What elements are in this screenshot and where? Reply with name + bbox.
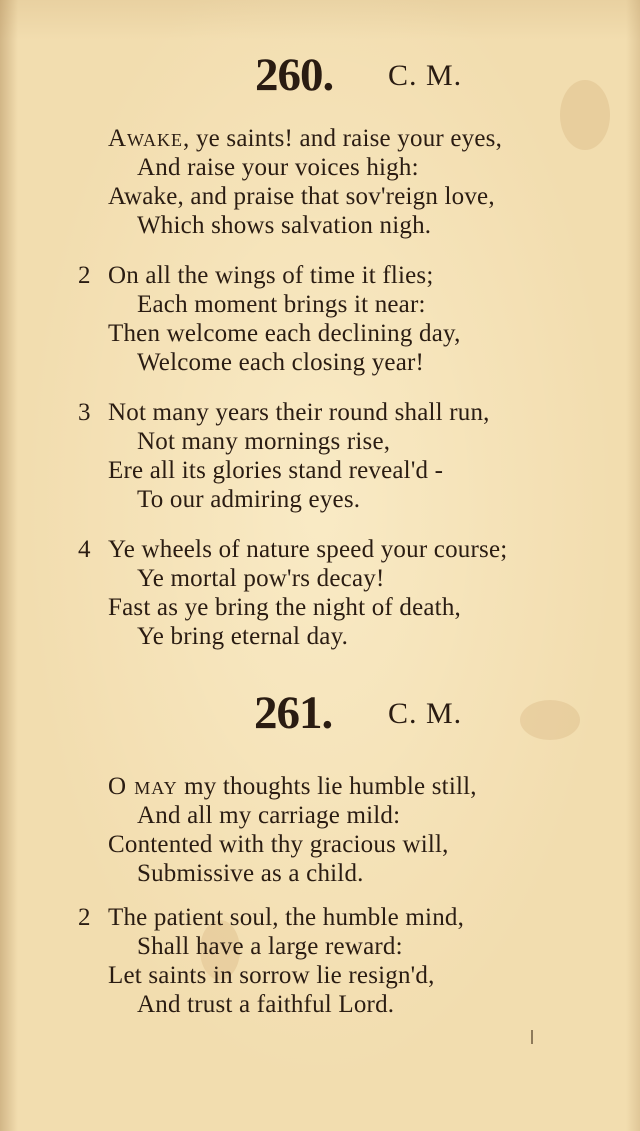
- hymn-meter: C. M.: [388, 59, 463, 92]
- hymn-number: 261.: [254, 687, 333, 739]
- verse-line: And trust a faithful Lord.: [137, 991, 395, 1018]
- hymn-meter: C. M.: [388, 697, 463, 730]
- verse-line: Welcome each closing year!: [137, 349, 425, 376]
- verse-line: Shall have a large reward:: [137, 933, 403, 960]
- verse-line: O may my thoughts lie humble still,: [108, 773, 477, 800]
- verse-opening-word: O may: [108, 773, 178, 800]
- verse-line: Which shows salvation nigh.: [137, 212, 432, 239]
- verse-number: 4: [78, 536, 91, 563]
- verse-line: Ere all its glories stand reveal'd -: [108, 457, 444, 484]
- verse-line: Awake, and praise that sov'reign love,: [108, 183, 495, 210]
- hymn-number: 260.: [255, 49, 334, 101]
- verse-number: 2: [78, 262, 91, 289]
- verse-line: Awake, ye saints! and raise your eyes,: [108, 125, 503, 152]
- verse-line: Not many years their round shall run,: [108, 399, 490, 426]
- verse-line: Fast as ye bring the night of death,: [108, 594, 461, 621]
- verse-line: Contented with thy gracious will,: [108, 831, 449, 858]
- verse-line: Ye wheels of nature speed your course;: [108, 536, 508, 563]
- verse-line: Then welcome each declining day,: [108, 320, 461, 347]
- hymn-header: [0, 686, 640, 746]
- verse-line: Ye bring eternal day.: [137, 623, 349, 650]
- verse-line: Not many mornings rise,: [137, 428, 391, 455]
- verse-line: On all the wings of time it flies;: [108, 262, 434, 289]
- verse-line: Submissive as a child.: [137, 860, 364, 887]
- hymn-header: [0, 48, 640, 108]
- verse-line: The patient soul, the humble mind,: [108, 904, 465, 931]
- verse-line: Ye mortal pow'rs decay!: [137, 565, 385, 592]
- verse-number: 2: [78, 904, 91, 931]
- verse-line: To our admiring eyes.: [137, 486, 361, 513]
- verse-line: And all my carriage mild:: [137, 802, 401, 829]
- verse-opening-word: Awake: [108, 125, 184, 152]
- verse-line: Let saints in sorrow lie resign'd,: [108, 962, 435, 989]
- verse-line: And raise your voices high:: [137, 154, 419, 181]
- verse-number: 3: [78, 399, 91, 426]
- ink-mark: [531, 1030, 533, 1044]
- verse-line: Each moment brings it near:: [137, 291, 426, 318]
